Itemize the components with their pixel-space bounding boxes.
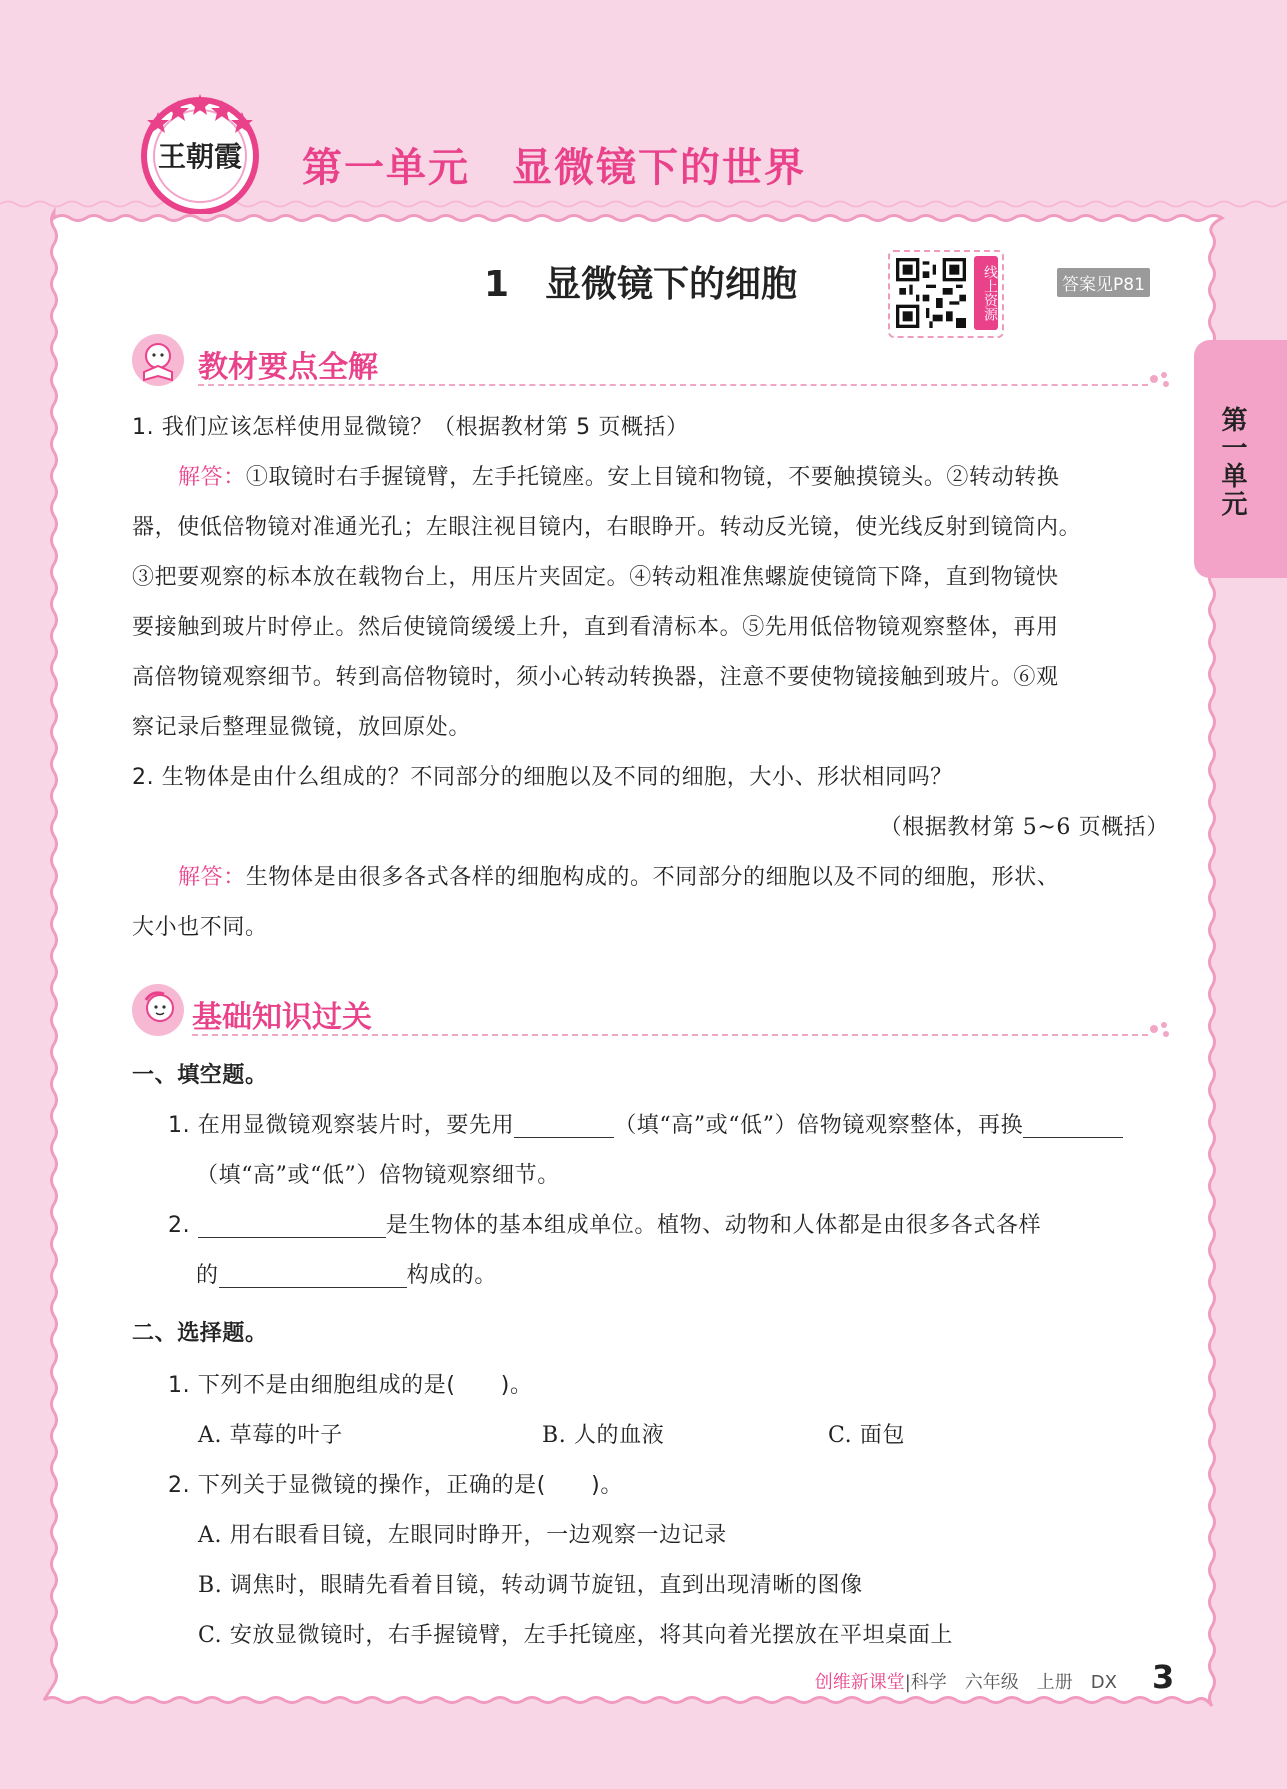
- answer-2-line-2: 大小也不同。: [132, 915, 268, 940]
- section-title-textbook-points: 教材要点全解: [198, 350, 378, 385]
- answer-1-line-1: 解答：①取镜时右手握镜臂，左手托镜座。安上目镜和物镜，不要触摸镜头。②转动转换: [178, 465, 1060, 490]
- side-tab-unit: [1194, 340, 1287, 578]
- choice-question-1: 1. 下列不是由细胞组成的是( )。: [168, 1373, 533, 1398]
- qr-code-box[interactable]: [888, 250, 1004, 338]
- footer-series: 创维新课堂|科学 六年级 上册 DX: [814, 1672, 1117, 1693]
- question-2-source: （根据教材第 5~6 页概括）: [879, 815, 1169, 840]
- fill-question-2-line-2: 的 构成的。: [196, 1263, 498, 1288]
- page-number: 3: [1152, 1658, 1175, 1696]
- logo-text: 王朝霞: [157, 140, 243, 173]
- choice-question-2: 2. 下列关于显微镜的操作，正确的是( )。: [168, 1473, 623, 1498]
- fill-blank-3[interactable]: [198, 1237, 386, 1238]
- answer-1-line-5: 高倍物镜观察细节。转到高倍物镜时，须小心转动转换器，注意不要使物镜接触到玻片。⑥观: [132, 665, 1059, 690]
- section-divider: [198, 384, 1148, 386]
- question-1: 1. 我们应该怎样使用显微镜？（根据教材第 5 页概括）: [132, 415, 689, 440]
- fill-blank-2[interactable]: [1023, 1137, 1123, 1138]
- section-title-basic-knowledge: 基础知识过关: [192, 1000, 372, 1035]
- answer-1-line-4: 要接触到玻片时停止。然后使镜筒缓缓上升，直到看清标本。⑤先用低倍物镜观察整体，再用: [132, 615, 1059, 640]
- choice-1-option-a[interactable]: A. 草莓的叶子: [198, 1423, 343, 1448]
- question-2: 2. 生物体是由什么组成的？不同部分的细胞以及不同的细胞，大小、形状相同吗？: [132, 765, 953, 790]
- fill-blank-1[interactable]: [514, 1137, 614, 1138]
- choice-1-option-c[interactable]: C. 面包: [828, 1423, 906, 1448]
- choice-2-option-a[interactable]: A. 用右眼看目镜，左眼同时睁开，一边观察一边记录: [198, 1523, 727, 1548]
- cartoon-reader-icon: [130, 332, 186, 388]
- answer-reference-badge: 答案见P81: [1057, 268, 1150, 297]
- footer-brand: 创维新课堂: [814, 1672, 905, 1693]
- decor-dots-icon: [1148, 1020, 1174, 1038]
- cartoon-kid-icon: [130, 982, 186, 1038]
- part-2-heading: 二、选择题。: [132, 1321, 268, 1346]
- answer-1-line-6: 察记录后整理显微镜，放回原处。: [132, 715, 472, 740]
- answer-label: 解答：: [178, 865, 246, 890]
- qr-label: 线上资源: [974, 256, 998, 330]
- choice-2-option-b[interactable]: B. 调焦时，眼睛先看着目镜，转动调节旋钮，直到出现清晰的图像: [198, 1573, 863, 1598]
- part-1-heading: 一、填空题。: [132, 1063, 268, 1088]
- unit-title: 第一单元 显微镜下的世界: [302, 144, 806, 191]
- answer-2-line-1: 解答：生物体是由很多各式各样的细胞构成的。不同部分的细胞以及不同的细胞，形状、: [178, 865, 1060, 890]
- brand-logo-seal: [138, 90, 262, 214]
- section-divider: [192, 1034, 1148, 1036]
- fill-blank-4[interactable]: [219, 1287, 407, 1288]
- footer-info: 科学 六年级 上册 DX: [910, 1672, 1117, 1693]
- choice-1-option-b[interactable]: B. 人的血液: [542, 1423, 665, 1448]
- answer-1-line-3: ③把要观察的标本放在载物台上，用压片夹固定。④转动粗准焦螺旋使镜筒下降，直到物镜快: [132, 565, 1059, 590]
- qr-code-icon: [896, 258, 966, 328]
- fill-question-1-line-2: （填“高”或“低”）倍物镜观察细节。: [196, 1163, 560, 1188]
- lesson-title: 1 显微镜下的细胞: [484, 264, 798, 305]
- answer-label: 解答：: [178, 465, 246, 490]
- decor-dots-icon: [1148, 370, 1174, 388]
- answer-1-line-2: 器，使低倍物镜对准通光孔；左眼注视目镜内，右眼睁开。转动反光镜，使光线反射到镜筒内。: [132, 515, 1082, 540]
- side-tab-label: 第一单元: [1217, 406, 1247, 518]
- fill-question-1-line-1: 1. 在用显微镜观察装片时，要先用 （填“高”或“低”）倍物镜观察整体，再换: [168, 1114, 1123, 1138]
- fill-question-2-line-1: 2. 是生物体的基本组成单位。植物、动物和人体都是由很多各式各样: [168, 1213, 1042, 1238]
- choice-2-option-c[interactable]: C. 安放显微镜时，右手握镜臂，左手托镜座，将其向着光摆放在平坦桌面上: [198, 1623, 954, 1648]
